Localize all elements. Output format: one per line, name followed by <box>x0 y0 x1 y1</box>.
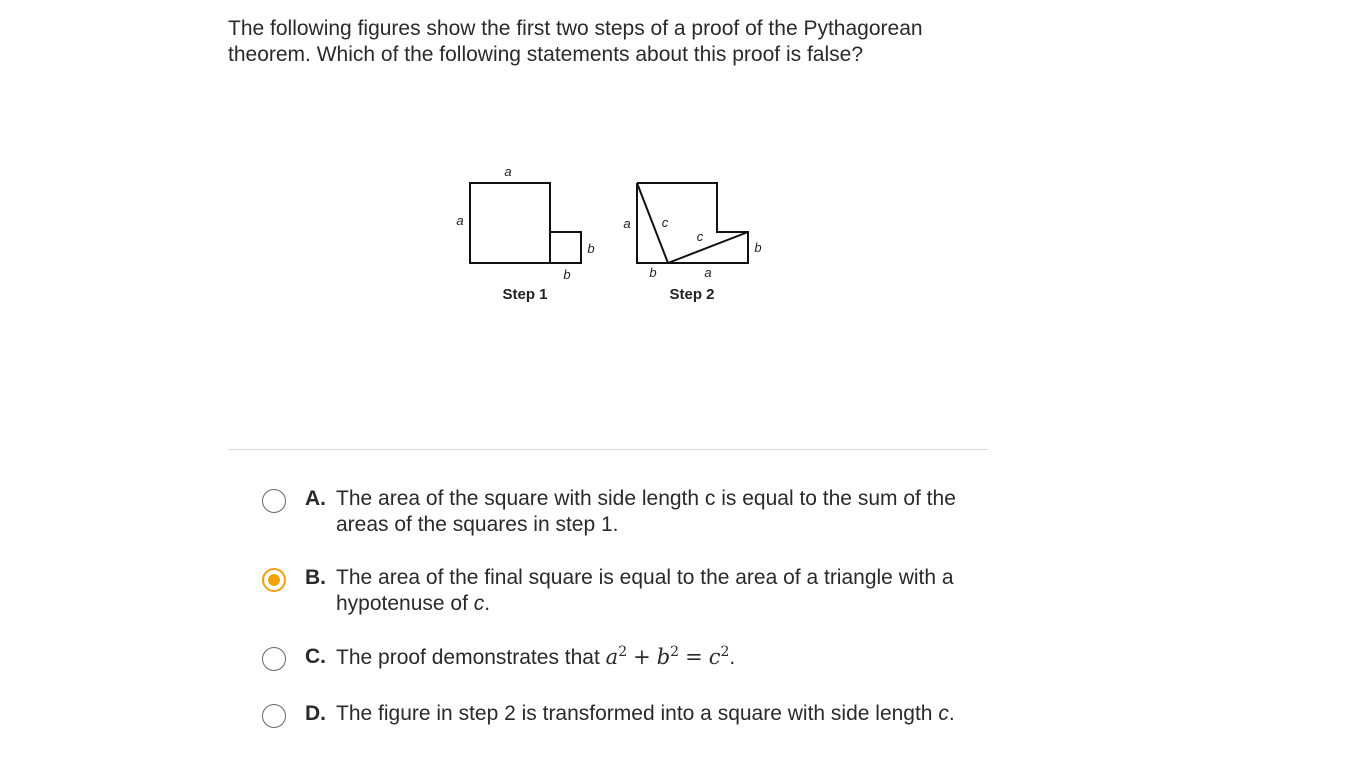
step1-right-label-b: b <box>587 241 595 256</box>
choice-c-text: The proof demonstrates that <box>336 646 606 669</box>
answer-choices <box>260 486 1000 728</box>
choice-b-italic-c: c <box>473 592 485 615</box>
step1-left-label-a: a <box>456 213 464 228</box>
proof-diagram <box>440 158 780 318</box>
step2-bottom-label-b: b <box>649 265 657 280</box>
eq-b-exp: 2 <box>670 644 680 660</box>
choice-b-text: The area of the final square is equal to the area of a triangle with a hypotenuse of <box>336 566 954 615</box>
eq-c-exp: 2 <box>720 644 730 660</box>
step1-bottom-label-b: b <box>563 267 571 282</box>
eq-c: c <box>708 645 721 669</box>
step2-bottom-label-a: a <box>704 265 712 280</box>
radio-d[interactable] <box>262 704 286 728</box>
radio-a[interactable] <box>262 489 286 513</box>
eq-a-exp: 2 <box>618 644 628 660</box>
choice-d-letter: D. <box>305 702 326 725</box>
choice-a-text: The area of the square with side length c is equal to the sum of the areas of the squares in step 1. <box>336 487 956 536</box>
step2-label-c-1: c <box>661 215 669 230</box>
choice-c-period: . <box>729 646 736 669</box>
eq-b: b <box>656 645 671 669</box>
choice-b-letter: B. <box>305 566 326 589</box>
divider <box>228 449 989 450</box>
eq-plus: + <box>633 645 651 669</box>
choice-d-text: The figure in step 2 is transformed into a square with side length <box>336 702 939 725</box>
question-text: The following figures show the first two steps of a proof of the Pythagorean theorem. Which of the following statements about this proof is false? <box>228 17 923 66</box>
radio-b-selected[interactable] <box>262 568 286 592</box>
choice-d-period: . <box>948 702 955 725</box>
choice-b[interactable] <box>260 565 1000 618</box>
step2-caption: Step 2 <box>669 286 715 303</box>
choice-b-period: . <box>484 592 491 615</box>
choice-a[interactable] <box>260 486 1000 539</box>
square-b <box>550 232 581 263</box>
step1-caption: Step 1 <box>502 286 548 303</box>
choice-c-equation <box>606 645 730 669</box>
choice-d[interactable] <box>260 701 1000 728</box>
step2-left-label-a: a <box>623 216 631 231</box>
choice-c[interactable] <box>260 644 1000 675</box>
step2-label-c-2: c <box>696 229 704 244</box>
step1-top-label-a: a <box>504 164 512 179</box>
eq-equals: = <box>685 645 703 669</box>
step2-right-label-b: b <box>754 240 762 255</box>
square-a <box>470 183 550 263</box>
proof-figure <box>440 158 780 318</box>
step2-outline <box>637 183 748 263</box>
eq-a: a <box>605 645 619 669</box>
step2-hypotenuse-right <box>668 232 748 263</box>
radio-c[interactable] <box>262 647 286 671</box>
choice-a-letter: A. <box>305 487 326 510</box>
choice-c-letter: C. <box>305 645 326 668</box>
choice-d-italic-c: c <box>938 702 949 725</box>
